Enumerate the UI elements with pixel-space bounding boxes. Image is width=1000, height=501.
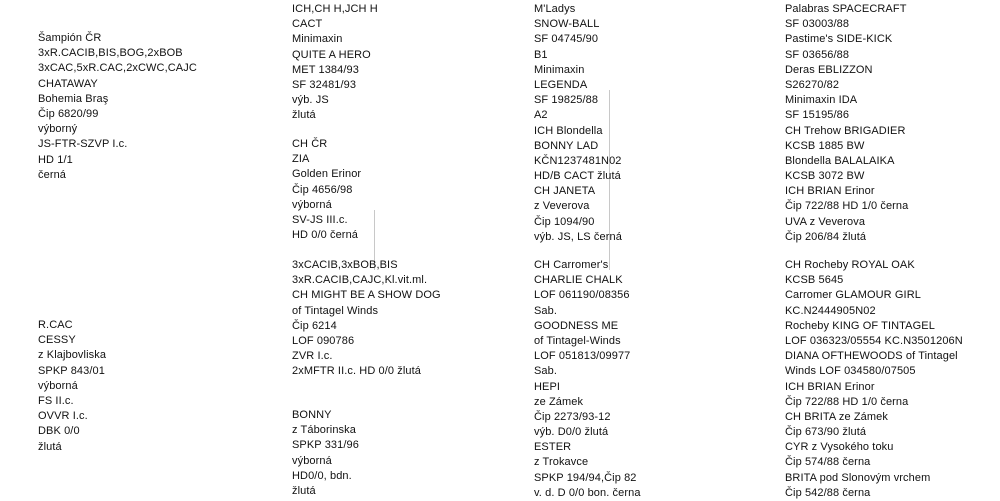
pedigree-text-line: žlutá: [292, 109, 316, 122]
pedigree-text-line: Golden Erinor: [292, 168, 362, 181]
pedigree-text-line: CH ČR: [292, 138, 328, 150]
pedigree-text-line: OVVR I.c.: [38, 410, 88, 423]
pedigree-text-line: MET 1384/93: [292, 63, 359, 76]
pedigree-text-line: LEGENDA: [534, 78, 588, 91]
pedigree-text-line: Čip 6214: [292, 319, 337, 332]
pedigree-text-line: SPKP 843/01: [38, 364, 105, 377]
pedigree-text-line: CYR z Vysokého toku: [785, 441, 894, 454]
pedigree-text-line: HD/B CACT žlutá: [534, 170, 621, 183]
pedigree-text-line: HD 0/0 černá: [292, 229, 359, 242]
pedigree-text-line: CH Rocheby ROYAL OAK: [785, 259, 915, 271]
pedigree-text-line: S26270/82: [785, 78, 840, 91]
pedigree-text-line: 3xCACIB,3xBOB,BIS: [292, 259, 398, 271]
pedigree-text-line: Čip 2273/93-12: [534, 410, 611, 423]
pedigree-text-line: of Tintagel-Winds: [534, 334, 621, 347]
pedigree-text-line: Deras EBLIZZON: [785, 63, 873, 76]
pedigree-text-line: BRITA pod Slonovým vrchem: [785, 471, 931, 484]
pedigree-text-line: BONNY LAD: [534, 139, 599, 152]
pedigree-text-line: DBK 0/0: [38, 425, 80, 438]
pedigree-text-line: z Klajbovliska: [38, 349, 107, 362]
pedigree-text-line: JS-FTR-SZVP I.c.: [38, 138, 128, 151]
pedigree-text-line: SF 03003/88: [785, 18, 850, 31]
pedigree-text-line: B1: [534, 48, 548, 61]
pedigree-text-line: žlutá: [292, 484, 316, 497]
pedigree-text-line: Rocheby KING OF TINTAGEL: [785, 319, 935, 332]
pedigree-text-line: Čip 722/88 HD 1/0 černa: [785, 200, 909, 213]
pedigree-text-line: CESSY: [38, 334, 76, 347]
pedigree-text-line: KCSB 1885 BW: [785, 139, 865, 152]
pedigree-text-line: výborná: [38, 379, 78, 392]
pedigree-text-line: KCSB 3072 BW: [785, 170, 865, 183]
col2-lower-block: [292, 258, 441, 380]
pedigree-text-line: Šampión ČR: [38, 32, 102, 44]
pedigree-text-line: Sab.: [534, 304, 558, 317]
col1-top-block: [38, 31, 197, 183]
pedigree-text-line: z Trokavce: [534, 456, 589, 469]
pedigree-text-line: 3xCAC,5xR.CAC,2xCWC,CAJC: [38, 62, 197, 75]
pedigree-text-line: Minimaxin IDA: [785, 94, 858, 107]
pedigree-text-line: R.CAC: [38, 319, 73, 331]
pedigree-text-line: QUITE A HERO: [292, 48, 371, 61]
pedigree-text-line: CH Trehow BRIGADIER: [785, 124, 906, 137]
pedigree-text-line: Pastime's SIDE-KICK: [785, 33, 893, 46]
pedigree-text-line: CACT: [292, 18, 323, 31]
pedigree-text-line: ZVR I.c.: [292, 350, 333, 363]
pedigree-text-line: 3xR.CACIB,CAJC,Kl.vit.ml.: [292, 274, 428, 287]
pedigree-text-line: M'Ladys: [534, 3, 576, 15]
pedigree-text-line: ze Zámek: [534, 395, 584, 408]
pedigree-text-line: Čip 542/88 černa: [785, 486, 871, 499]
pedigree-text-line: CH JANETA: [534, 185, 596, 198]
pedigree-text-line: výb. JS: [292, 94, 329, 107]
pedigree-text-line: CH Carromer's: [534, 259, 609, 271]
col3-bottom-block: [534, 258, 641, 501]
pedigree-text-line: BONNY: [292, 409, 332, 421]
pedigree-text-line: LOF 090786: [292, 334, 355, 347]
pedigree-text-line: FS II.c.: [38, 394, 74, 407]
pedigree-text-line: Minimaxin: [292, 33, 343, 46]
pedigree-text-line: Minimaxin: [534, 63, 585, 76]
pedigree-text-line: HD 1/1: [38, 153, 73, 166]
col2-mid-block: [292, 137, 361, 243]
pedigree-text-line: KC.N2444905N02: [785, 304, 876, 317]
pedigree-text-line: 3xR.CACIB,BIS,BOG,2xBOB: [38, 47, 183, 60]
pedigree-text-line: Winds LOF 034580/07505: [785, 365, 916, 378]
pedigree-text-line: ICH BRIAN Erinor: [785, 185, 875, 198]
pedigree-text-line: Čip 206/84 žlutá: [785, 230, 867, 243]
pedigree-text-line: HD0/0, bdn.: [292, 469, 352, 482]
pedigree-text-line: ICH BRIAN Erinor: [785, 380, 875, 393]
pedigree-text-line: LOF 051813/09977: [534, 350, 631, 363]
pedigree-text-line: SV-JS III.c.: [292, 213, 348, 226]
pedigree-text-line: LOF 061190/08356: [534, 289, 630, 302]
pedigree-text-line: A2: [534, 109, 548, 122]
col4-top-block: [785, 2, 908, 245]
pedigree-text-line: ICH,CH H,JCH H: [292, 3, 378, 15]
pedigree-text-line: Čip 673/90 žlutá: [785, 426, 867, 439]
pedigree-text-line: SF 32481/93: [292, 78, 357, 91]
pedigree-text-line: Palabras SPACECRAFT: [785, 3, 907, 15]
pedigree-text-line: SF 19825/88: [534, 94, 599, 107]
pedigree-text-line: Čip 4656/98: [292, 183, 353, 196]
pedigree-text-line: žlutá: [38, 440, 62, 453]
pedigree-text-line: Bohemia Braş: [38, 92, 109, 105]
pedigree-text-line: CH BRITA ze Zámek: [785, 410, 888, 423]
pedigree-text-line: GOODNESS ME: [534, 319, 619, 332]
pedigree-text-line: Blondella BALALAIKA: [785, 154, 895, 167]
pedigree-text-line: výborný: [38, 123, 78, 136]
pedigree-text-line: KČN1237481N02: [534, 154, 622, 167]
pedigree-text-line: Čip 574/88 černa: [785, 456, 871, 469]
col2-top-block: [292, 2, 378, 124]
pedigree-text-line: Carromer GLAMOUR GIRL: [785, 289, 921, 302]
pedigree-text-line: SNOW-BALL: [534, 18, 600, 31]
pedigree-text-line: v. d. D 0/0 bon. černa: [534, 486, 641, 499]
pedigree-text-line: Sab.: [534, 365, 558, 378]
pedigree-text-line: SF 04745/90: [534, 33, 599, 46]
col2-bottom-block: [292, 408, 359, 499]
pedigree-text-line: SF 15195/86: [785, 109, 850, 122]
pedigree-text-line: Čip 1094/90: [534, 215, 595, 228]
pedigree-text-line: HEPI: [534, 380, 561, 393]
col1-bottom-block: [38, 318, 106, 455]
col3-top-block: [534, 2, 622, 245]
pedigree-text-line: výb. JS, LS černá: [534, 230, 622, 243]
pedigree-text-line: Čip 722/88 HD 1/0 černa: [785, 395, 909, 408]
col4-bottom-block: [785, 258, 963, 501]
pedigree-text-line: CHATAWAY: [38, 77, 98, 90]
pedigree-text-line: 2xMFTR II.c. HD 0/0 žlutá: [292, 365, 422, 378]
pedigree-text-line: černá: [38, 168, 67, 181]
pedigree-text-line: výborná: [292, 198, 332, 211]
pedigree-text-line: LOF 036323/05554 KC.N3501206N: [785, 334, 963, 347]
pedigree-text-line: SPKP 331/96: [292, 439, 359, 452]
pedigree-text-line: z Táborinska: [292, 424, 356, 437]
pedigree-text-line: CH MIGHT BE A SHOW DOG: [292, 289, 441, 302]
pedigree-text-line: z Veverova: [534, 200, 590, 213]
pedigree-text-line: DIANA OFTHEWOODS of Tintagel: [785, 350, 958, 363]
pedigree-text-line: ESTER: [534, 441, 572, 454]
pedigree-text-line: SPKP 194/94,Čip 82: [534, 471, 637, 484]
pedigree-text-line: UVA z Veverova: [785, 215, 866, 228]
pedigree-text-line: of Tintagel Winds: [292, 304, 379, 317]
pedigree-text-line: ZIA: [292, 153, 310, 166]
pedigree-text-line: Čip 6820/99: [38, 107, 99, 120]
pedigree-text-line: SF 03656/88: [785, 48, 850, 61]
pedigree-text-line: KCSB 5645: [785, 274, 844, 287]
pedigree-text-line: výborná: [292, 454, 332, 467]
pedigree-text-line: výb. D0/0 žlutá: [534, 426, 609, 439]
pedigree-text-line: ICH Blondella: [534, 124, 603, 137]
pedigree-text-line: CHARLIE CHALK: [534, 274, 623, 287]
